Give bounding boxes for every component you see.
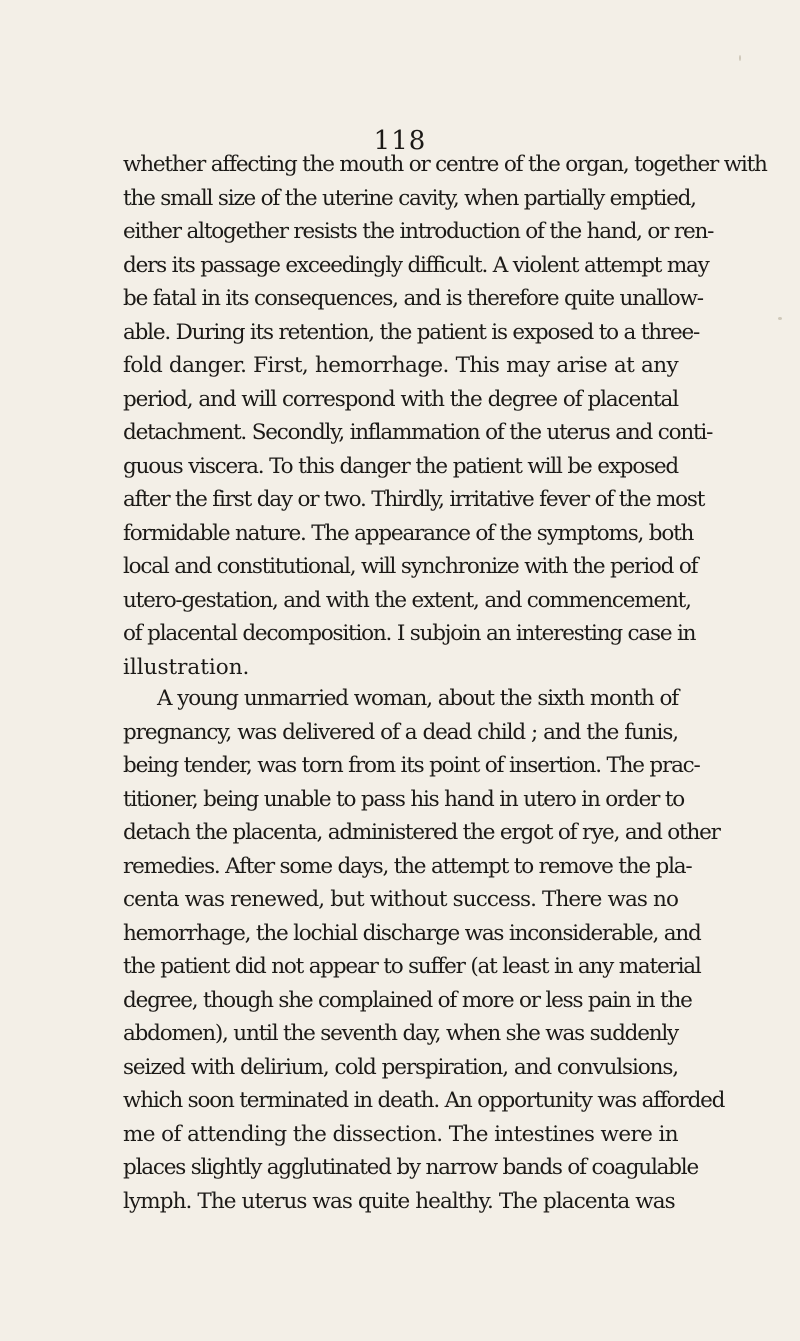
paragraph-1 [123, 148, 767, 684]
page-number: 118 [373, 126, 427, 156]
text-line: formidable nature. The appearance of the symptoms, both [123, 520, 694, 546]
text-line: illustration. [123, 654, 250, 680]
text-line: which soon terminated in death. An opportunity was afforded [123, 1088, 725, 1113]
text-line: remedies. After some days, the attempt to remove the pla- [123, 853, 692, 879]
text-line: either altogether resists the introduction of the hand, or ren- [123, 219, 714, 244]
text-line: utero-gestation, and with the extent, and commencement, [123, 587, 691, 613]
text-line: seized with delirium, cold perspiration, and convulsions, [123, 1054, 678, 1080]
paper-speck [778, 317, 782, 320]
text-line: pregnancy, was delivered of a dead child ; and the funis, [123, 719, 678, 745]
text-line: of placental decomposition. I subjoin an interesting case in [123, 621, 696, 646]
paper-speck [739, 55, 741, 61]
text-line: hemorrhage, the lochial discharge was inconsiderable, and [123, 920, 701, 946]
text-line: able. During its retention, the patient is exposed to a three- [123, 319, 700, 345]
text-line: be fatal in its consequences, and is therefore quite unallow- [123, 286, 703, 311]
text-line: A young unmarried woman, about the sixth month of [157, 686, 678, 711]
text-line: after the first day or two. Thirdly, irritative fever of the most [123, 487, 705, 512]
text-line: ders its passage exceedingly difficult. A violent attempt may [123, 252, 709, 278]
text-line: degree, though she complained of more or less pain in the [123, 987, 692, 1013]
text-line: lymph. The uterus was quite healthy. The placenta was [123, 1188, 675, 1214]
text-line: me of attending the dissection. The intestines were in [123, 1121, 679, 1147]
text-line: detachment. Secondly, inflammation of the uterus and conti- [123, 420, 713, 445]
text-line: fold danger. First, hemorrhage. This may arise at any [123, 353, 678, 378]
text-line: places slightly agglutinated by narrow bands of coagulable [123, 1155, 699, 1180]
text-line: titioner, being unable to pass his hand in utero in order to [123, 786, 685, 812]
text-line: the small size of the uterine cavity, when partially emptied, [123, 185, 696, 211]
text-line: the patient did not appear to suffer (at least in any material [123, 954, 701, 979]
text-line: detach the placenta, administered the ergot of rye, and other [123, 820, 720, 845]
text-line: centa was renewed, but without success. There was no [123, 887, 678, 912]
text-line: being tender, was torn from its point of insertion. The prac- [123, 753, 700, 778]
text-line: guous viscera. To this danger the patient will be exposed [123, 453, 678, 479]
text-line: abdomen), until the seventh day, when she was suddenly [123, 1021, 678, 1046]
text-line: local and constitutional, will synchronize with the period of [123, 554, 698, 579]
text-line: period, and will correspond with the degree of placental [123, 386, 678, 412]
paragraph-2 [123, 682, 725, 1218]
text-line: whether affecting the mouth or centre of the organ, together with [123, 152, 767, 177]
